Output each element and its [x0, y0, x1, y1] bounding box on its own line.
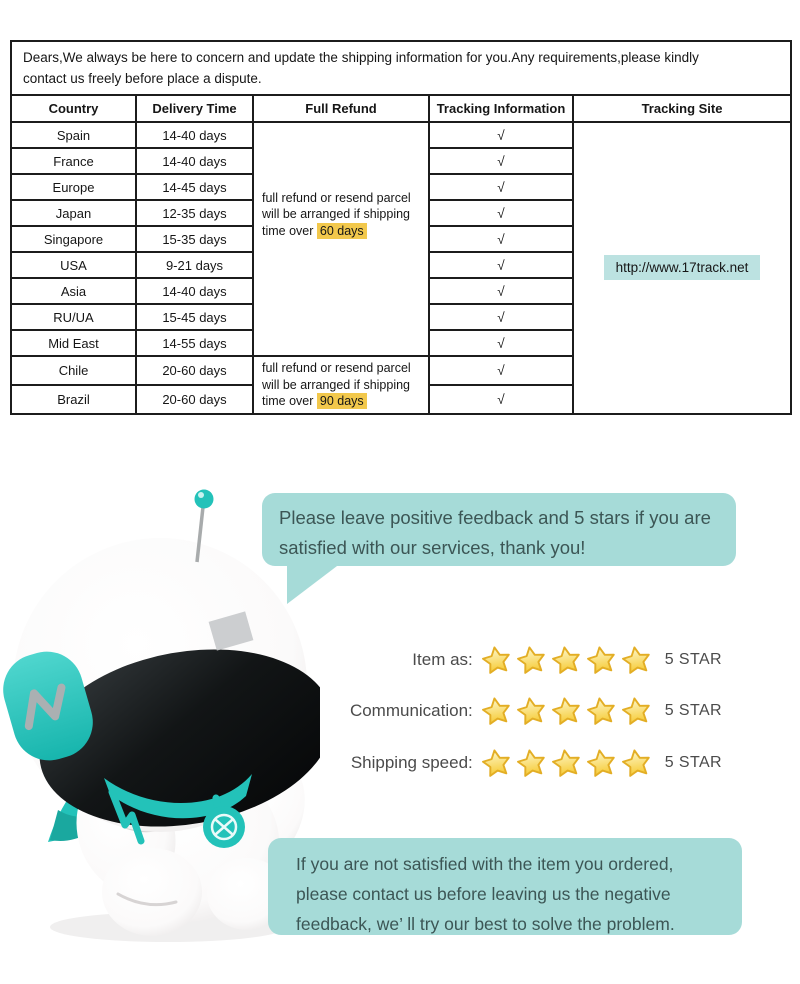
- speech-bubble-line: Please leave positive feedback and 5 stars if you are: [279, 507, 711, 528]
- footer-note-line: If you are not satisfied with the item you ordered,: [296, 854, 674, 874]
- table-cell-delivery-time: 14-40 days: [136, 122, 253, 148]
- table-cell-country: Mid East: [11, 330, 136, 356]
- table-cell-intro: [11, 41, 791, 95]
- rating-row: [0, 744, 722, 782]
- star-icon: [547, 641, 585, 679]
- table-cell-country: Spain: [11, 122, 136, 148]
- table-cell-tracking-check: √: [429, 330, 573, 356]
- rating-stars: [480, 747, 653, 780]
- star-icon: [547, 744, 585, 782]
- footer-note-line: please contact us before leaving us the negative: [296, 884, 671, 904]
- table-cell-full-refund: full refund or resend parcel will be arranged if shipping time over 60 days: [253, 122, 429, 356]
- tracking-site-link[interactable]: http://www.17track.net: [604, 255, 761, 280]
- table-cell-country: RU/UA: [11, 304, 136, 330]
- table-cell-delivery-time: 14-55 days: [136, 330, 253, 356]
- shipping-table-body: [11, 122, 791, 414]
- column-header-delivery-time: Delivery Time: [136, 95, 253, 122]
- table-cell-delivery-time: 14-40 days: [136, 278, 253, 304]
- rating-label: Item as:: [412, 650, 473, 669]
- rating-value: 5 STAR: [664, 754, 722, 771]
- table-cell-tracking-check: √: [429, 304, 573, 330]
- table-cell-tracking-check: √: [429, 148, 573, 174]
- star-icon: [512, 744, 550, 782]
- shipping-info-table: [10, 40, 792, 415]
- table-cell-delivery-time: 20-60 days: [136, 356, 253, 385]
- robot-chest-badge: [203, 806, 245, 848]
- star-icon: [582, 641, 620, 679]
- rating-row: [0, 692, 722, 730]
- table-cell-tracking-check: √: [429, 122, 573, 148]
- footer-note-line: feedback, we’ ll try our best to solve the problem.: [296, 914, 675, 934]
- star-icon: [477, 744, 515, 782]
- table-cell-country: Europe: [11, 174, 136, 200]
- star-icon: [512, 692, 550, 730]
- table-cell-country: France: [11, 148, 136, 174]
- star-icon: [477, 641, 515, 679]
- footer-note: [268, 838, 742, 935]
- table-cell-full-refund: full refund or resend parcel will be arranged if shipping time over 90 days: [253, 356, 429, 414]
- rating-label: Communication:: [349, 701, 473, 720]
- table-cell-country: Brazil: [11, 385, 136, 414]
- refund-days-highlight: 90 days: [317, 393, 367, 409]
- rating-value: 5 STAR: [664, 651, 722, 668]
- table-row: [11, 122, 791, 148]
- table-cell-tracking-check: √: [429, 356, 573, 385]
- table-cell-delivery-time: 9-21 days: [136, 252, 253, 278]
- table-cell-country: Singapore: [11, 226, 136, 252]
- rating-label: Shipping speed:: [350, 753, 473, 772]
- table-cell-delivery-time: 14-45 days: [136, 174, 253, 200]
- refund-days-highlight: 60 days: [317, 223, 367, 239]
- star-icon: [477, 692, 515, 730]
- table-row-intro: [11, 41, 791, 95]
- star-icon: [617, 692, 655, 730]
- column-header-tracking-site: Tracking Site: [573, 95, 791, 122]
- table-cell-delivery-time: 15-45 days: [136, 304, 253, 330]
- rating-stars: [480, 644, 653, 677]
- table-cell-tracking-check: √: [429, 226, 573, 252]
- star-icon: [617, 744, 655, 782]
- table-cell-tracking-check: √: [429, 278, 573, 304]
- rating-value: 5 STAR: [664, 702, 722, 719]
- intro-line: Dears,We always be here to concern and update the shipping information for you.Any requirements,please kindly: [23, 50, 699, 65]
- table-cell-delivery-time: 14-40 days: [136, 148, 253, 174]
- table-cell-tracking-check: √: [429, 385, 573, 414]
- column-header-country: Country: [11, 95, 136, 122]
- rating-row: [0, 641, 722, 679]
- table-cell-tracking-site: [573, 122, 791, 414]
- star-icon: [582, 692, 620, 730]
- speech-bubble: [262, 493, 736, 566]
- speech-bubble-tail: [287, 563, 341, 604]
- star-icon: [617, 641, 655, 679]
- table-cell-country: Asia: [11, 278, 136, 304]
- table-cell-tracking-check: √: [429, 252, 573, 278]
- table-cell-country: Chile: [11, 356, 136, 385]
- table-cell-country: Japan: [11, 200, 136, 226]
- table-cell-tracking-check: √: [429, 174, 573, 200]
- table-cell-tracking-check: √: [429, 200, 573, 226]
- speech-bubble-line: satisfied with our services, thank you!: [279, 537, 586, 558]
- table-cell-delivery-time: 12-35 days: [136, 200, 253, 226]
- table-cell-country: USA: [11, 252, 136, 278]
- column-header-tracking-information: Tracking Information: [429, 95, 573, 122]
- star-icon: [582, 744, 620, 782]
- rating-stars: [480, 695, 653, 728]
- column-header-full-refund: Full Refund: [253, 95, 429, 122]
- star-icon: [512, 641, 550, 679]
- table-cell-delivery-time: 20-60 days: [136, 385, 253, 414]
- table-header-row: [11, 95, 791, 122]
- intro-line: contact us freely before place a dispute.: [23, 71, 262, 86]
- star-icon: [547, 692, 585, 730]
- table-cell-delivery-time: 15-35 days: [136, 226, 253, 252]
